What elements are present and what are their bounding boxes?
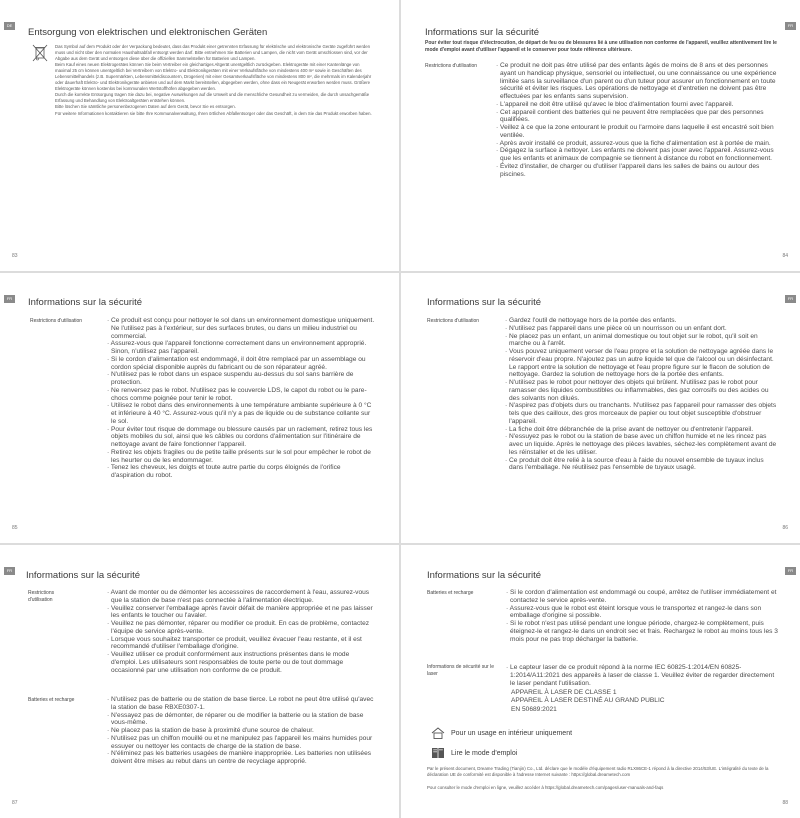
list-item: · La fiche doit être débranchée de la prise avant de nettoyer ou d'entretenir l'appareil.	[505, 426, 777, 434]
list-item: · N'éliminez pas les batteries usagées de manière inappropriée. Les batteries non utilisées doivent être mises au rebut dans un centre de recyclage approprié.	[107, 750, 377, 766]
page-title: Entsorgung von elektrischen und elektronischen Geräten	[28, 27, 268, 38]
page-86	[401, 273, 800, 543]
list-item: · Le capteur laser de ce produit répond à la norme IEC 60825-1:2014/EN 60825-1:2014/A11:2021 des appareils à laser de classe 1. Veuillez éviter de regarder directement le laser pendant l'utilisation.	[506, 664, 778, 687]
disposal-paragraph: Beim Kauf eines neuen Elektrogerätes können Sie beim Vertreiber ein gleichartiges Altgerät unentgeltlich zurückgeben. Elektrogeräte mit einer Kantenlänge von maximal 25 cm können unentgeltlich bei Vertreibern von Elektro- und Elektronikgeräten mit einer Verkaufsfläche von mindestens 400 m² sowie in Geschäften des Lebensmittelhandels (z.B. Supermärkten, Lebensmitteldiscountern, Drogerien) mit einer Gesamtverkaufsfläche von mindestens 800 m², die mehrmals im Kalenderjahr oder dauerhaft Elektro- und Elektronikgeräte anbieten und auf dem Markt bereitstellen, abgegeben werden, ohne dass ein Neugerät erworben werden muss. Größere Elektrogeräte können kostenlos bei kommunalen Wertstoffhöfen abgegeben werden.	[55, 62, 372, 92]
online-manual-footnote: Pour consulter le mode d'emploi en ligne, veuillez accéder à https://global.dreametech.com/pages/user-manuals-and-faqs	[427, 785, 664, 790]
laser-line: APPAREIL À LASER DE CLASSE 1	[511, 689, 617, 696]
page-83	[0, 0, 399, 271]
bullet-list	[107, 696, 377, 766]
list-item: · Si le cordon d'alimentation est endommagé ou coupé, arrêtez de l'utiliser immédiatement et contactez le service après-vente.	[506, 589, 778, 605]
section-label: Informations de sécurité sur le laser	[427, 664, 494, 677]
language-tab: FR	[4, 295, 15, 303]
language-tab: FR	[785, 22, 796, 30]
disposal-paragraph: Durch die korrekte Entsorgung tragen Sie dazu bei, negative Auswirkungen auf die Umwelt und die menschliche Gesundheit zu vermeiden, die durch unsachgemäße Erfassung und Behandlung von Elektroaltgeräten entstehen können.	[55, 92, 370, 104]
list-item: · Après avoir installé ce produit, assurez-vous que la fiche d'alimentation est à portée de main.	[496, 140, 778, 148]
section-label: Batteries et recharge	[427, 590, 474, 596]
page-87	[0, 545, 399, 818]
laser-line: APPAREIL À LASER DESTINÉ AU GRAND PUBLIC	[511, 697, 665, 705]
list-item: · Si le robot n'est pas utilisé pendant une longue période, chargez-le complètement, puis éteignez-le et rangez-le dans un endroit sec et frais. Rechargez le robot au moins tous les 3 mois pour ne pas trop décharger la batterie.	[506, 620, 778, 643]
list-item: · Gardez l'outil de nettoyage hors de la portée des enfants.	[505, 317, 777, 325]
section-label: Restrictions d'utilisation	[427, 318, 480, 324]
list-item: · Ce produit est conçu pour nettoyer le sol dans un environnement domestique uniquement. Ne l'utilisez pas à l'extérieur, sur des surfaces brutes, ou dans un milieu industriel ou commercial.	[107, 317, 375, 340]
page-number: 86	[782, 525, 788, 531]
bullet-list	[506, 589, 778, 643]
indoor-use-row	[431, 727, 572, 739]
bullet-list	[496, 62, 778, 178]
page-number: 87	[12, 800, 18, 806]
disposal-paragraph: Für weitere Informationen kontaktieren sie bitte Ihre Kommunalverwaltung, Ihren örtlichen Abfallentsorger oder das Geschäft, in dem Sie das Produkt erworben haben.	[55, 110, 372, 116]
read-manual-label: Lire le mode d'emploi	[451, 749, 518, 757]
list-item: · Assurez-vous que le robot est éteint lorsque vous le transportez et rangez-le dans son emballage d'origine si possible.	[506, 605, 778, 621]
list-item: · Assurez-vous que l'appareil fonctionne correctement dans un environnement approprié. Sinon, n'utilisez pas l'appareil.	[107, 340, 375, 356]
list-item: · Veillez à ce que la zone entourant le produit ou l'armoire dans laquelle il est encastré soit bien ventilée.	[496, 124, 778, 140]
page-85	[0, 273, 399, 543]
list-item: · L'appareil ne doit être utilisé qu'avec le bloc d'alimentation fourni avec l'appareil.	[496, 101, 778, 109]
language-tab: FR	[785, 295, 796, 303]
language-tab: DE	[4, 22, 15, 30]
list-item: · Si le cordon d'alimentation est endommagé, il doit être remplacé par un assemblage ou cordon spécial disponible auprès du fabricant ou de son réparateur agréé.	[107, 356, 375, 372]
list-item: · Pour éviter tout risque de dommage ou blessure causés par un raclement, retirez tous les objets mobiles du sol, ainsi que les câbles ou cordons d'alimentation sur l'itinéraire de nettoyage avant de faire fonctionner l'appareil.	[107, 426, 375, 449]
list-item: · Ne placez pas la station de base à proximité d'une source de chaleur.	[107, 727, 377, 735]
open-book-icon	[431, 747, 445, 759]
crossed-out-wheelie-bin-icon	[32, 44, 48, 62]
list-item: · Retirez les objets fragiles ou de petite taille présents sur le sol pour empêcher le robot de les heurter ou de les endommager.	[107, 449, 375, 465]
list-item: · Avant de monter ou de démonter les accessoires de raccordement à l'eau, assurez-vous que la station de base n'est pas connectée à l'alimentation électrique.	[107, 589, 377, 605]
list-item: · Ne renversez pas le robot. N'utilisez pas le couvercle LDS, le capot du robot ou le pare-chocs comme poignée pour tenir le robot.	[107, 387, 375, 403]
list-item: · N'utilisez pas de batterie ou de station de base tierce. Le robot ne peut être utilisé qu'avec la station de base RBXE0307-1.	[107, 696, 377, 712]
bullet-list	[505, 317, 777, 472]
list-item: · N'utilisez pas l'appareil dans une pièce où un nourrisson ou un enfant dort.	[505, 325, 777, 333]
list-item: · Évitez d'installer, de charger ou d'utiliser l'appareil dans les salles de bains ou autour des piscines.	[496, 163, 778, 179]
bullet-list	[506, 664, 778, 687]
list-item: · Ce produit doit être relié à la source d'eau à l'aide du nouvel ensemble de tuyaux inclus dans l'emballage. Ne réutilisez pas l'ensemble de tuyaux usagé.	[505, 457, 777, 473]
list-item: · N'essayez pas de démonter, de réparer ou de modifier la batterie ou la station de base vous-même.	[107, 712, 377, 728]
page-title: Informations sur la sécurité	[26, 570, 141, 581]
list-item: · Veuillez utiliser ce produit conformément aux instructions présentes dans le mode d'emploi. Les utilisateurs sont responsables de toute perte ou de tout dommage occasionné par une utilisation non conforme de ce produit.	[107, 651, 377, 674]
bullet-list	[107, 589, 377, 674]
read-manual-row	[431, 747, 517, 759]
bullet-list	[107, 317, 375, 480]
list-item: · N'utilisez pas le robot dans un espace suspendu au-dessus du sol sans barrière de protection.	[107, 371, 375, 387]
list-item: · Utilisez le robot dans des environnements à une température ambiante supérieure à 0 °C et inférieure à 40 °C. Assurez-vous qu'il n'y a pas de liquide ou de substance collante sur le sol.	[107, 402, 375, 425]
declaration-footnote: Par le présent document, Dreame Trading (Tianjin) Co., Ltd. déclare que le modèle d'équipement radio RLX86CE-1 répond à la directive 2014/53/UE. L'intégralité du texte de la déclaration UE de conformité est disponible à l'adresse Internet suivante : https://global.dreametech.com	[427, 766, 769, 777]
list-item: · N'utilisez pas le robot pour nettoyer des objets qui brûlent. N'utilisez pas le robot pour ramasser des liquides combustibles ou inflammables, des gaz corrosifs ou des acides ou des solvants non dilués.	[505, 379, 777, 402]
page-title: Informations sur la sécurité	[28, 297, 143, 308]
list-item: · Vous pouvez uniquement verser de l'eau propre et la solution de nettoyage agréée dans le réservoir d'eau propre. N'ajoutez pas un autre liquide tel que de l'alcool ou un désinfectant. Le rapport entre la solution de nettoyage et l'eau propre figure sur le flacon de solution de nettoyage. Gardez la solution de nettoyage hors de la portée des enfants.	[505, 348, 777, 379]
page-number: 84	[782, 253, 788, 259]
list-item: · Veuillez ne pas démonter, réparer ou modifier ce produit. En cas de problème, contactez l'équipe de service après-vente.	[107, 620, 377, 636]
list-item: · N'aspirez pas d'objets durs ou tranchants. N'utilisez pas l'appareil pour ramasser des objets tels que des cailloux, des gros morceaux de papier ou tout objet susceptible d'obstruer l'appareil.	[505, 402, 777, 425]
section-label: Batteries et recharge	[28, 697, 75, 703]
language-tab: FR	[785, 567, 796, 575]
page-title: Informations sur la sécurité	[425, 27, 540, 38]
safety-intro: Pour éviter tout risque d'électrocution, de départ de feu ou de blessures lié à une utilisation non conforme de l'appareil, veuillez attentivement lire le mode d'emploi avant d'utiliser l'appareil et le conserver pour toute référence ultérieure.	[425, 40, 777, 53]
laser-line: EN 50689:2021	[511, 705, 557, 713]
page-number: 88	[782, 800, 788, 806]
indoor-use-label: Pour un usage en intérieur uniquement	[451, 729, 573, 737]
laser-class-lines	[511, 689, 771, 714]
language-tab: FR	[4, 567, 15, 575]
disposal-paragraph: Bitte löschen Sie sämtliche personenbezogenen Daten auf dem Gerät, bevor Sie es entsorgen.	[55, 104, 236, 110]
list-item: · N'essuyez pas le robot ou la station de base avec un chiffon humide et ne les rincez pas avec un liquide. Après le nettoyage des pièces lavables, séchez-les complètement avant de les réinstaller et de les utiliser.	[505, 433, 777, 456]
page-number: 85	[12, 525, 18, 531]
list-item: · Lorsque vous souhaitez transporter ce produit, veuillez évacuer l'eau restante, et il est recommandé d'utiliser l'emballage d'origine.	[107, 636, 377, 652]
disposal-paragraph: Das Symbol auf dem Produkt oder der Verpackung bedeutet, dass das Produkt einer getrennten Erfassung für elektrische und elektronische Geräte zugeführt werden muss und nicht über den normalen Haushaltsabfall entsorgt werden darf. Bitte entnehmen Sie Batterien und Lampen, die nicht vom Gerät umschlossen sind, vor der Abgabe aus dem Gerät und entsorgen diese über die offiziellen Sammelstellen für Batterien und Lampen.	[55, 44, 371, 62]
list-item: · Dégagez la surface à nettoyer. Les enfants ne doivent pas jouer avec l'appareil. Assurez-vous que les enfants et animaux de compagnie se tiennent à distance du robot en fonctionnement.	[496, 147, 778, 163]
section-label: Restrictions d'utilisation	[28, 590, 55, 603]
list-item: · N'utilisez pas un chiffon mouillé ou et ne manipulez pas l'appareil les mains humides pour essuyer ou nettoyer les contacts de charge de la station de base.	[107, 735, 377, 751]
list-item: · Tenez les cheveux, les doigts et toute autre partie du corps éloignés de l'orifice d'aspiration du robot.	[107, 464, 375, 480]
list-item: · Cet appareil contient des batteries qui ne peuvent être remplacées que par des personnes qualifiées.	[496, 109, 778, 125]
house-icon	[431, 727, 445, 739]
page-title: Informations sur la sécurité	[427, 297, 542, 308]
section-label: Restrictions d'utilisation	[425, 63, 478, 69]
list-item: · Ne placez pas un enfant, un animal domestique ou tout objet sur le robot, qu'il soit en marche ou à l'arrêt.	[505, 333, 777, 349]
page-title: Informations sur la sécurité	[427, 570, 542, 581]
list-item: · Ce produit ne doit pas être utilisé par des enfants âgés de moins de 8 ans et des personnes ayant un handicap physique, sensoriel ou intellectuel, ou une connaissance ou une expérience limitée sans la surveillance d'un parent ou d'un tuteur pour assurer un fonctionnement en toute sécurité et éviter les risques. Les opérations de nettoyage et d'entretien ne doivent pas être effectuées par les enfants sans supervision.	[496, 62, 778, 101]
page-84	[401, 0, 800, 271]
page-number: 83	[12, 253, 18, 259]
section-label: Restrictions d'utilisation	[30, 318, 83, 324]
page-88	[401, 545, 800, 818]
list-item: · Veuillez conserver l'emballage après l'avoir défait de manière appropriée et ne pas laisser les enfants le toucher ou l'avaler.	[107, 605, 377, 621]
disposal-text	[55, 44, 375, 117]
